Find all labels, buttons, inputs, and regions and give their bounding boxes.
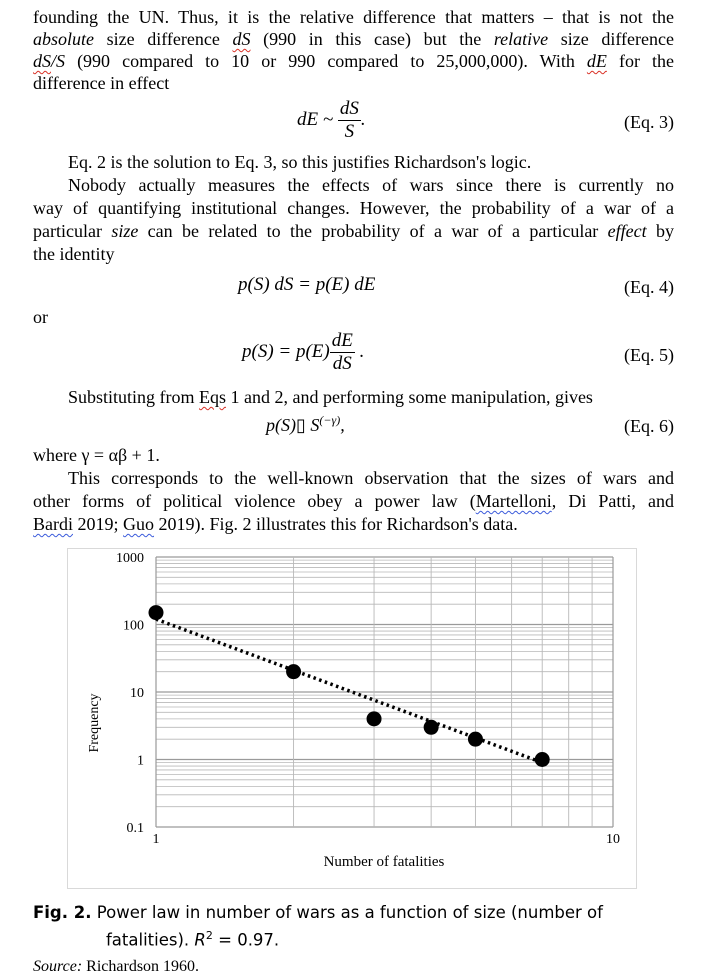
para5-line2 bbox=[33, 490, 674, 512]
para5-line3 bbox=[33, 513, 518, 535]
para5-line1: This corresponds to the well-known observation that the sizes of wars and bbox=[68, 468, 674, 488]
para3-line4: the identity bbox=[33, 244, 115, 264]
eq6-label: (Eq. 6) bbox=[624, 416, 674, 436]
eq5-denominator: dS bbox=[332, 353, 352, 374]
text-dE: dE bbox=[586, 51, 607, 71]
equation-6 bbox=[266, 413, 345, 436]
data-point bbox=[367, 711, 382, 726]
data-point bbox=[424, 720, 439, 735]
eq5-fraction bbox=[330, 330, 355, 375]
y-tick-labels bbox=[116, 551, 144, 836]
text-frag: , Di Patti, and bbox=[551, 491, 674, 511]
eq3-fraction bbox=[338, 98, 361, 143]
chart-container bbox=[67, 548, 637, 889]
x-tick-labels bbox=[153, 832, 621, 847]
eq4-label: (Eq. 4) bbox=[624, 277, 674, 297]
para1-line2 bbox=[33, 28, 674, 50]
eq6-trail: , bbox=[340, 415, 345, 435]
text-frag: Substituting from bbox=[68, 387, 200, 407]
text-frag: for the bbox=[606, 51, 674, 71]
eq5-lhs: p(S) = p(E) bbox=[242, 340, 330, 362]
data-point bbox=[468, 732, 483, 747]
source-text: Richardson 1960. bbox=[82, 958, 200, 975]
equation-4: p(S) dS = p(E) dE bbox=[238, 274, 376, 295]
caption-sup: 2 bbox=[205, 929, 213, 942]
where-text: where γ = αβ + 1. bbox=[33, 445, 160, 465]
para3-line3 bbox=[33, 220, 674, 242]
text-dS: dS bbox=[232, 29, 251, 49]
power-law-chart bbox=[68, 549, 636, 888]
eq5-trail: . bbox=[354, 340, 365, 362]
x-tick-label: 1 bbox=[152, 832, 160, 847]
eq3-trail: . bbox=[360, 108, 366, 130]
x-axis-label: Number of fatalities bbox=[323, 854, 445, 870]
text-effect: effect bbox=[607, 221, 647, 241]
cite-martelloni: Martelloni bbox=[475, 491, 552, 511]
cite-guo: Guo bbox=[123, 514, 155, 534]
y-tick-label: 100 bbox=[123, 618, 144, 634]
eq3-denominator: S bbox=[344, 121, 355, 142]
data-point bbox=[149, 605, 164, 620]
text-frag: other forms of political violence obey a power law ( bbox=[33, 491, 476, 511]
eq6-main: p(S)▯ S bbox=[266, 415, 320, 435]
data-point bbox=[535, 752, 550, 767]
cite-bardi: Bardi bbox=[33, 514, 73, 534]
figure-caption bbox=[33, 901, 678, 952]
eq5-label: (Eq. 5) bbox=[624, 345, 674, 365]
eq6-exponent: (−γ) bbox=[319, 413, 341, 427]
trendline-path bbox=[156, 619, 542, 762]
caption-line1 bbox=[33, 901, 678, 924]
eq3-numerator: dS bbox=[339, 98, 359, 119]
text-absolute: absolute bbox=[33, 29, 94, 49]
text-frag: by bbox=[646, 221, 674, 241]
para1-line3 bbox=[33, 50, 674, 72]
eq3-label: (Eq. 3) bbox=[624, 112, 674, 132]
para1-line1: founding the UN. Thus, it is the relative difference that matters – that is not the bbox=[33, 7, 674, 27]
data-point bbox=[286, 664, 301, 679]
text-frag: (990 in this case) but the bbox=[250, 29, 494, 49]
caption-r: R bbox=[194, 930, 206, 950]
text-S: /S bbox=[51, 51, 66, 71]
x-tick-label: 10 bbox=[606, 832, 620, 847]
trendline bbox=[156, 619, 542, 762]
text-frag: 1 and 2, and performing some manipulation, gives bbox=[226, 387, 593, 407]
eq5-numerator: dE bbox=[331, 330, 353, 351]
y-tick-label: 10 bbox=[130, 686, 144, 701]
y-tick-label: 1000 bbox=[116, 551, 144, 566]
text-frag: can be related to the probability of a war of a particular bbox=[138, 221, 608, 241]
para4 bbox=[68, 386, 593, 408]
source-note bbox=[33, 958, 199, 976]
text-dS: dS bbox=[33, 51, 51, 71]
caption-text: Power law in number of wars as a function of size (number of bbox=[91, 903, 603, 922]
or-text: or bbox=[33, 307, 48, 327]
text-frag: size difference bbox=[548, 29, 674, 49]
y-axis-label: Frequency bbox=[87, 693, 102, 753]
caption-line2 bbox=[33, 924, 678, 952]
para3-line2: way of quantifying institutional changes. However, the probability of a war of a bbox=[33, 198, 674, 218]
text-frag: particular bbox=[33, 221, 112, 241]
caption-text: fatalities). bbox=[106, 930, 195, 950]
text-frag: size difference bbox=[94, 29, 233, 49]
source-label: Source: bbox=[33, 958, 83, 975]
y-tick-label: 0.1 bbox=[126, 821, 144, 836]
para1-line4: difference in effect bbox=[33, 73, 170, 93]
chart-grid bbox=[156, 557, 613, 827]
text-relative: relative bbox=[493, 29, 549, 49]
caption-label: Fig. 2. bbox=[33, 903, 92, 922]
eq3-lhs: dE ~ bbox=[297, 108, 338, 130]
text-eqs: Eqs bbox=[199, 387, 227, 407]
text-frag: 2019). Fig. 2 illustrates this for Richardson's data. bbox=[154, 514, 518, 534]
equation-3 bbox=[297, 98, 366, 143]
text-frag: 2019; bbox=[73, 514, 124, 534]
para3-line1: Nobody actually measures the effects of wars since there is currently no bbox=[68, 175, 674, 195]
caption-text: = 0.97. bbox=[212, 930, 280, 950]
text-size: size bbox=[111, 221, 139, 241]
para2: Eq. 2 is the solution to Eq. 3, so this justifies Richardson's logic. bbox=[68, 152, 532, 172]
equation-5 bbox=[242, 330, 364, 375]
y-tick-label: 1 bbox=[137, 753, 144, 769]
text-frag: (990 compared to 10 or 990 compared to 25,000,000). With bbox=[65, 51, 587, 71]
